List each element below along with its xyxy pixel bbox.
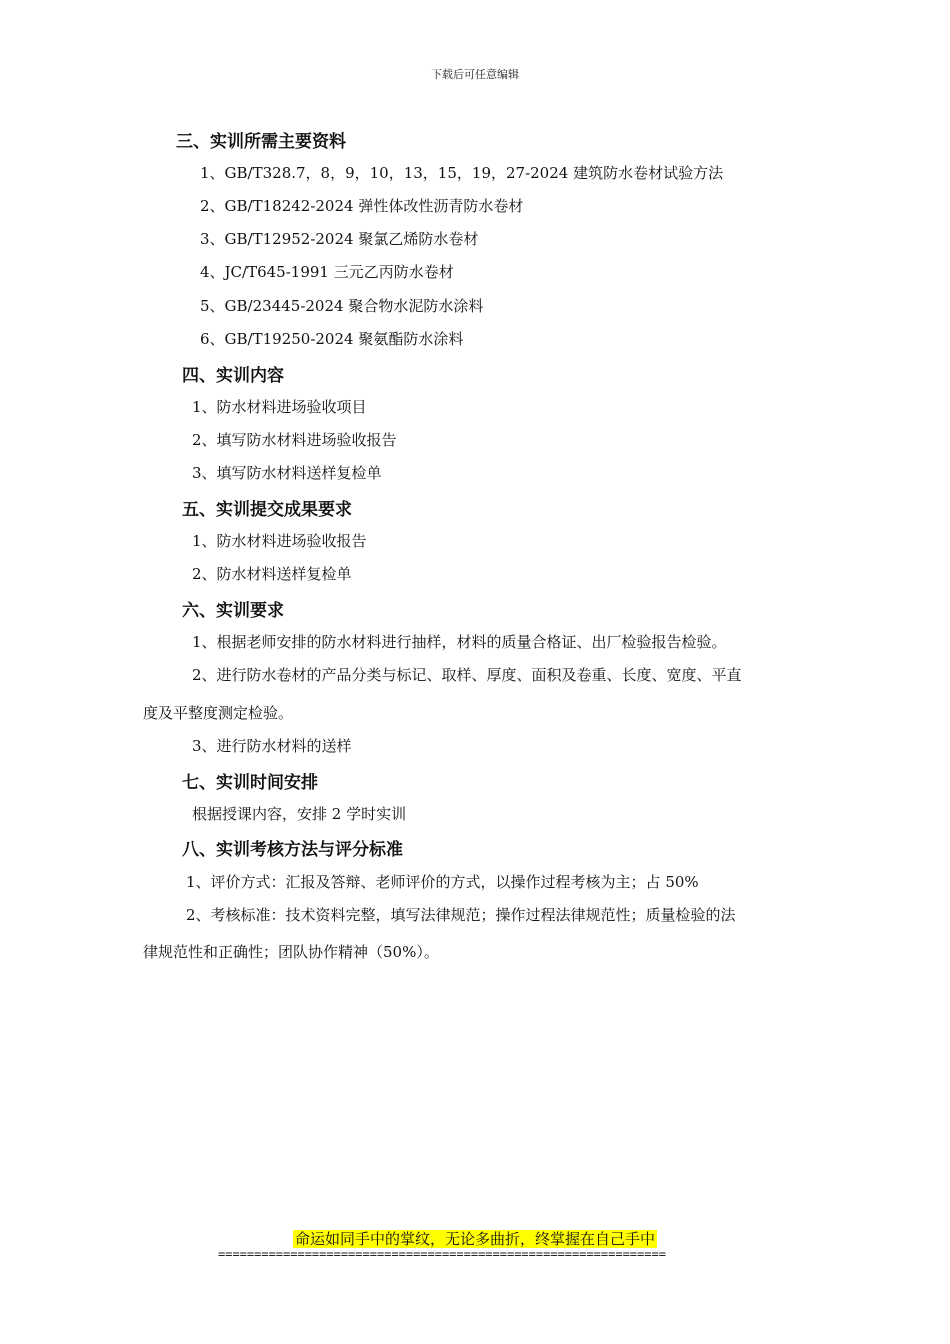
section-4-item-2: 2、填写防水材料进场验收报告	[192, 431, 397, 449]
section-8-item-1: 1、评价方式：汇报及答辩、老师评价的方式，以操作过程考核为主；占 50%	[186, 873, 699, 891]
section-4-item-1: 1、防水材料进场验收项目	[192, 398, 367, 416]
section-3-item-3: 3、GB/T12952-2024 聚氯乙烯防水卷材	[200, 230, 479, 248]
section-5-heading: 五、实训提交成果要求	[182, 500, 352, 520]
footer-motto	[0, 1228, 950, 1249]
section-7-item-1: 根据授课内容，安排 2 学时实训	[192, 805, 407, 823]
section-7-heading: 七、实训时间安排	[182, 773, 318, 793]
section-8-heading: 八、实训考核方法与评分标准	[182, 840, 403, 860]
section-6-item-1: 1、根据老师安排的防水材料进行抽样，材料的质量合格证、出厂检验报告检验。	[192, 633, 727, 651]
footer-motto-text: 命运如同手中的掌纹，无论多曲折，终掌握在自己手中	[294, 1230, 655, 1248]
section-3-item-4: 4、JC/T645-1991 三元乙丙防水卷材	[200, 263, 454, 281]
section-3-item-1: 1、GB/T328.7，8，9，10，13，15，19，27-2024 建筑防水卷材试验方法	[200, 164, 724, 182]
section-4-heading: 四、实训内容	[182, 366, 284, 386]
section-6-item-2: 2、进行防水卷材的产品分类与标记、取样、厚度、面积及卷重、长度、宽度、平直	[192, 666, 742, 684]
section-4-item-3: 3、填写防水材料送样复检单	[192, 464, 382, 482]
section-6-item-3: 3、进行防水材料的送样	[192, 737, 352, 755]
section-3-item-6: 6、GB/T19250-2024 聚氨酯防水涂料	[200, 330, 464, 348]
section-6-heading: 六、实训要求	[182, 601, 284, 621]
section-3-item-5: 5、GB/23445-2024 聚合物水泥防水涂料	[200, 297, 484, 315]
section-6-item-2-cont: 度及平整度测定检验。	[143, 704, 294, 722]
section-8-item-2-cont: 律规范性和正确性；团队协作精神（50%）。	[143, 943, 439, 961]
section-5-item-2: 2、防水材料送样复检单	[192, 565, 352, 583]
section-8-item-2: 2、考核标准：技术资料完整，填写法律规范；操作过程法律规范性；质量检验的法	[186, 906, 736, 924]
section-3-heading: 三、实训所需主要资料	[176, 132, 346, 152]
section-3-item-2: 2、GB/T18242-2024 弹性体改性沥青防水卷材	[200, 197, 524, 215]
footer-divider: ==============================================================	[218, 1247, 666, 1261]
section-5-item-1: 1、防水材料进场验收报告	[192, 532, 367, 550]
header-note: 下载后可任意编辑	[431, 68, 519, 81]
